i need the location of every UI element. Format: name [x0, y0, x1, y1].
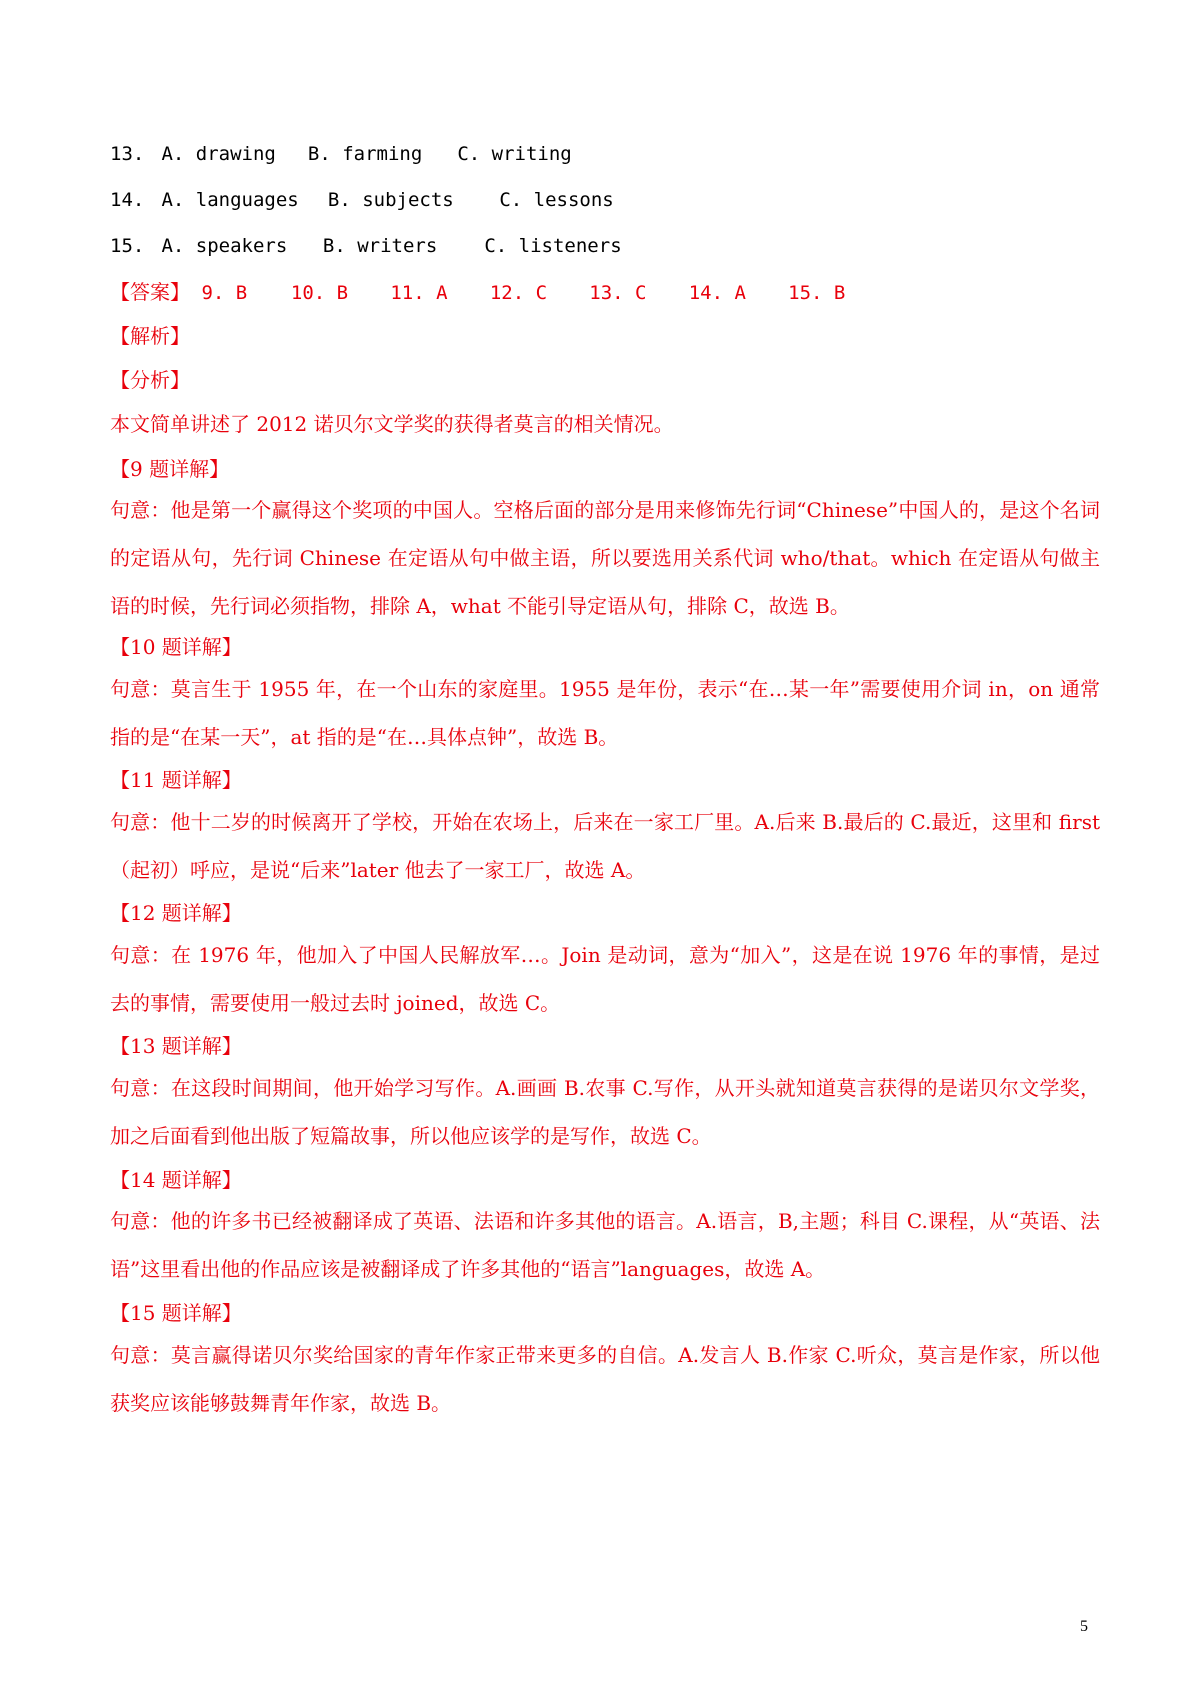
option-a: A. drawing — [161, 143, 276, 165]
question-number: 14. — [110, 189, 145, 211]
detail-text-10: 句意：莫言生于 1955 年，在一个山东的家庭里。1955 是年份，表示“在…某一年”需要使用介词 in，on 通常指的是“在某一天”，at 指的是“在…具体点钟”，故选 B。 — [110, 677, 1100, 749]
detail-heading-11: 【11 题详解】 — [110, 768, 242, 792]
detail-heading-10: 【10 题详解】 — [110, 635, 242, 659]
detail-heading-13: 【13 题详解】 — [110, 1034, 242, 1058]
answer-line — [110, 278, 1100, 307]
answer-item: 15. B — [788, 282, 846, 304]
option-c: C. lessons — [499, 189, 614, 211]
detail-text-13: 句意：在这段时间期间，他开始学习写作。A.画画 B.农事 C.写作，从开头就知道莫言获得的是诺贝尔文学奖，加之后面看到他出版了短篇故事，所以他应该学的是写作，故选 C。 — [110, 1076, 1100, 1148]
option-line-13 — [110, 140, 1100, 168]
detail-text-11: 句意：他十二岁的时候离开了学校，开始在农场上，后来在一家工厂里。A.后来 B.最后的 C.最近，这里和 first（起初）呼应，是说“后来”later 他去了一家工厂，故选 A。 — [110, 810, 1100, 882]
detail-text-9: 句意：他是第一个赢得这个奖项的中国人。空格后面的部分是用来修饰先行词“Chinese”中国人的，是这个名词的定语从句，先行词 Chinese 在定语从句中做主语，所以要选用关系代词 who/that。which 在定语从句做主语的时候，先行词必须指物，排除 A，what 不能引导定语从句，排除 C，故选 B。 — [110, 498, 1100, 618]
detail-heading-9: 【9 题详解】 — [110, 457, 230, 481]
option-a: A. speakers — [161, 235, 288, 257]
answer-label: 【答案】 — [110, 280, 190, 304]
detail-heading-12: 【12 题详解】 — [110, 901, 242, 925]
option-b: B. subjects — [327, 189, 454, 211]
detail-text-12: 句意：在 1976 年，他加入了中国人民解放军…。Join 是动词，意为“加入”，这是在说 1976 年的事情，是过去的事情，需要使用一般过去时 joined，故选 C。 — [110, 943, 1100, 1015]
fenxi-heading: 【分析】 — [110, 368, 190, 392]
option-c: C. writing — [457, 143, 572, 165]
detail-text-14: 句意：他的许多书已经被翻译成了英语、法语和许多其他的语言。A.语言，B,主题；科目 C.课程，从“英语、法语”这里看出他的作品应该是被翻译成了许多其他的“语言”languages，故选 A。 — [110, 1209, 1100, 1281]
question-number: 13. — [110, 143, 145, 165]
detail-text-15: 句意：莫言赢得诺贝尔奖给国家的青年作家正带来更多的自信。A.发言人 B.作家 C.听众，莫言是作家，所以他获奖应该能够鼓舞青年作家，故选 B。 — [110, 1343, 1100, 1415]
detail-heading-15: 【15 题详解】 — [110, 1301, 242, 1325]
question-number: 15. — [110, 235, 145, 257]
analysis-heading: 【解析】 — [110, 324, 190, 348]
option-c: C. listeners — [484, 235, 622, 257]
summary-text: 本文简单讲述了 2012 诺贝尔文学奖的获得者莫言的相关情况。 — [110, 412, 674, 436]
option-a: A. languages — [161, 189, 299, 211]
option-b: B. writers — [322, 235, 438, 257]
answer-item: 9. B — [201, 282, 248, 304]
answer-item: 11. A — [390, 282, 448, 304]
answer-item: 12. C — [489, 282, 548, 304]
option-line-15 — [110, 232, 1100, 260]
option-b: B. farming — [307, 143, 423, 165]
answer-item: 14. A — [688, 282, 746, 304]
page-number: 5 — [1080, 1618, 1088, 1635]
detail-heading-14: 【14 题详解】 — [110, 1168, 242, 1192]
answer-item: 13. C — [589, 282, 647, 304]
answer-item: 10. B — [290, 282, 349, 304]
option-line-14 — [110, 186, 1100, 214]
